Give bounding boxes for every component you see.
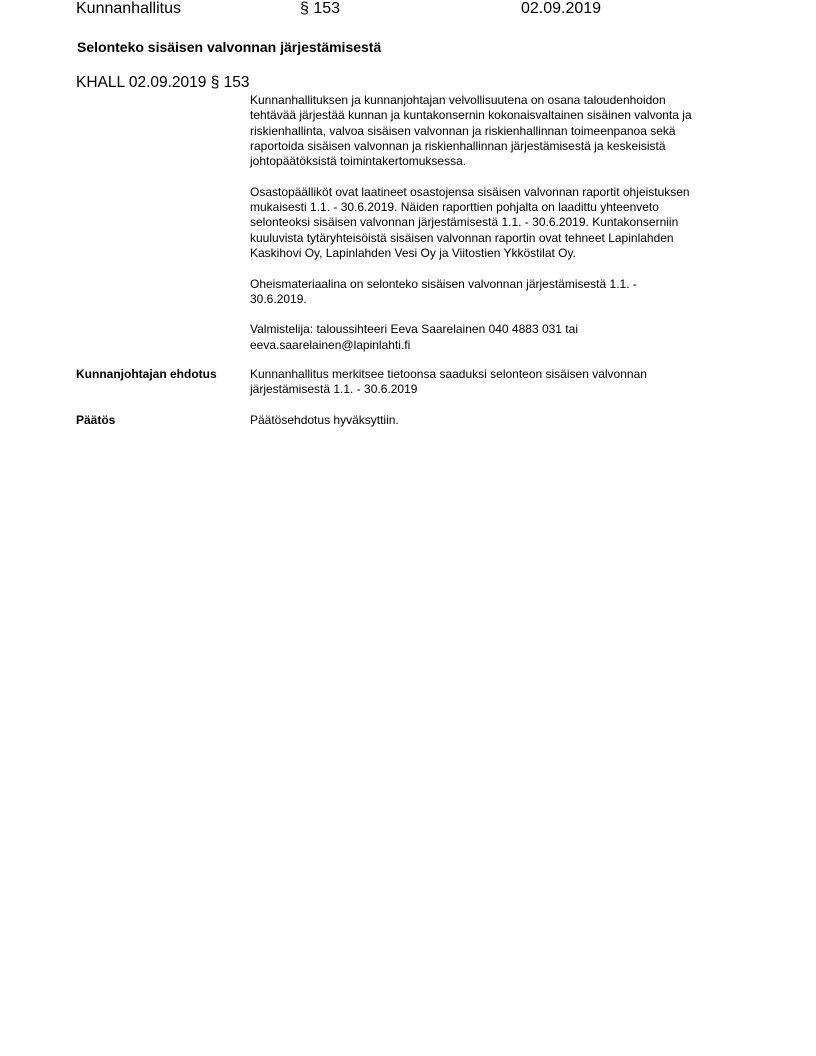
paragraph-attachment bbox=[250, 277, 750, 308]
proposal-text bbox=[250, 367, 750, 398]
decision-text bbox=[250, 413, 750, 428]
text-line: järjestämisestä 1.1. - 30.6.2019 bbox=[250, 382, 418, 397]
decision-label: Päätös bbox=[76, 413, 116, 427]
text-line: Kaskihovi Oy, Lapinlahden Vesi Oy ja Viitostien Ykköstilat Oy. bbox=[250, 245, 576, 260]
preparer-email: eeva.saarelainen@lapinlahti.fi bbox=[250, 337, 411, 352]
document-title: Selonteko sisäisen valvonnan järjestämisestä bbox=[77, 39, 382, 55]
text-line: Kunnanhallituksen ja kunnanjohtajan velvollisuutena on osana taloudenhoidon bbox=[250, 93, 666, 107]
proposal-label: Kunnanjohtajan ehdotus bbox=[76, 367, 217, 381]
text-line: mukaisesti 1.1. - 30.6.2019. Näiden raporttien pohjalta on laadittu yhteenveto bbox=[250, 200, 659, 215]
paragraph-responsibilities bbox=[250, 93, 750, 169]
text-line: riskienhallinta, valvoa sisäisen valvonnan ja riskienhallinnan toimeenpanoa sekä bbox=[250, 123, 676, 138]
header-section-number: § 153 bbox=[300, 0, 341, 17]
text-line: raportoida sisäisen valvonnan ja riskienhallinnan järjestämisestä ja keskeisistä bbox=[250, 138, 666, 153]
document-header bbox=[0, 0, 816, 20]
main-text bbox=[250, 93, 750, 368]
text-line: kuuluvista tytäryhteisöistä sisäisen valvonnan raportin ovat tehneet Lapinlahden bbox=[250, 230, 674, 245]
text-line: Oheismateriaalina on selonteko sisäisen valvonnan järjestämisestä 1.1. - bbox=[250, 276, 637, 291]
text-line: 30.6.2019. bbox=[250, 291, 307, 306]
text-line: Osastopäälliköt ovat laatineet osastojensa sisäisen valvonnan raportit ohjeistuksen bbox=[250, 184, 690, 199]
text-line: selonteoksi sisäisen valvonnan järjestämisestä 1.1. - 30.6.2019. Kuntakonserniin bbox=[250, 215, 679, 230]
paragraph-preparer bbox=[250, 322, 750, 353]
text-line: Päätösehdotus hyväksyttiin. bbox=[250, 413, 399, 427]
header-organ: Kunnanhallitus bbox=[76, 0, 181, 17]
meeting-reference: KHALL 02.09.2019 § 153 bbox=[76, 74, 250, 91]
paragraph-reports bbox=[250, 185, 750, 261]
text-line: Valmistelija: taloussihteeri Eeva Saarelainen 040 4883 031 tai bbox=[250, 322, 578, 337]
text-line: Kunnanhallitus merkitsee tietoonsa saaduksi selonteon sisäisen valvonnan bbox=[250, 367, 647, 381]
text-line: johtopäätöksistä toimintakertomuksessa. bbox=[250, 154, 467, 169]
text-line: tehtävää järjestää kunnan ja kuntakonsernin kokonaisvaltainen sisäinen valvonta ja bbox=[250, 108, 692, 123]
header-date: 02.09.2019 bbox=[521, 0, 602, 17]
